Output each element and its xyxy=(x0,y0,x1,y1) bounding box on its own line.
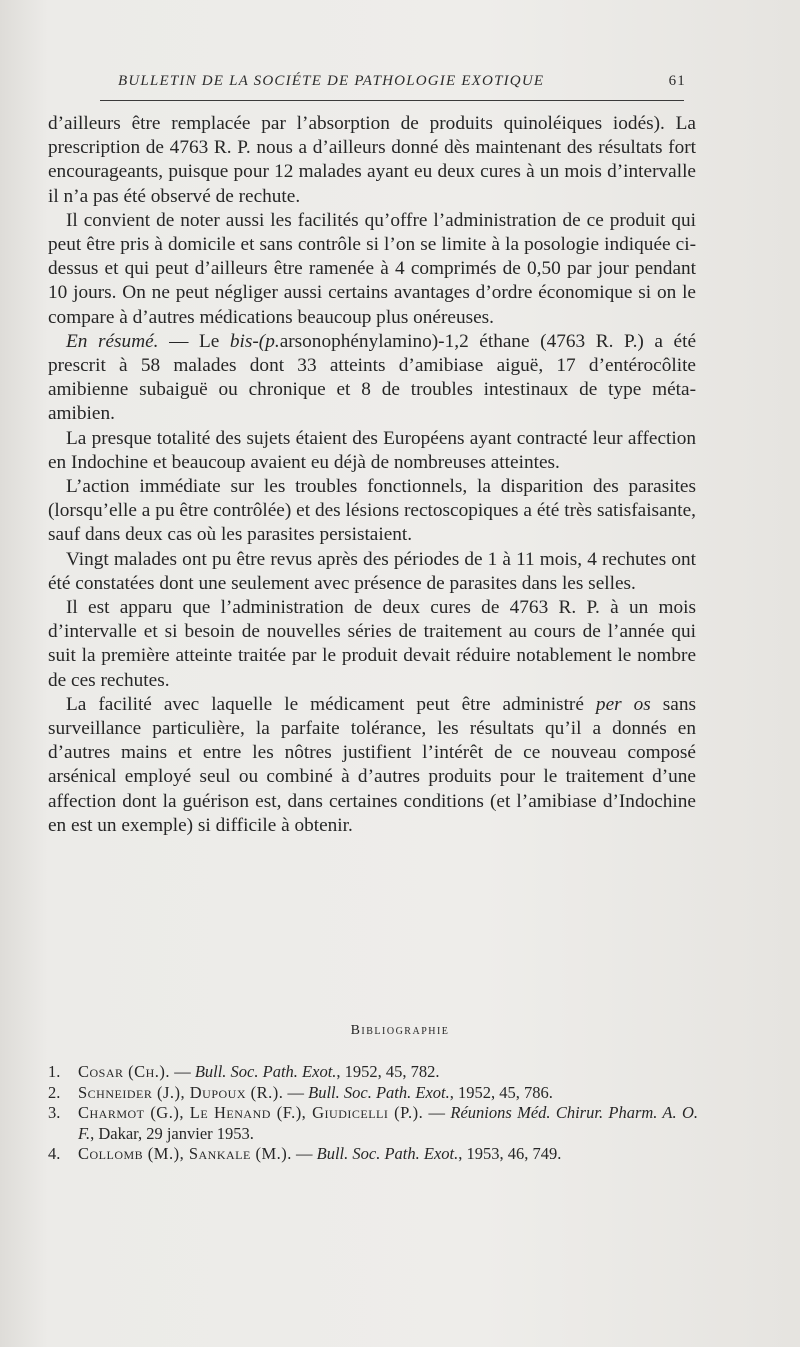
entry-authors: Charmot (G.), Le Henand (F.), Giudicelli (P.). xyxy=(78,1103,424,1122)
per-os: per os xyxy=(595,693,651,715)
entry-details: , 1952, 45, 786. xyxy=(449,1082,553,1102)
entry-details: , 1953, 46, 749. xyxy=(458,1144,562,1163)
bibliography-entry xyxy=(48,1083,698,1104)
entry-journal: Réunions Méd. Chirur. Pharm. A. O. F. xyxy=(78,1103,698,1143)
body-text xyxy=(48,112,696,838)
entry-sep: — xyxy=(170,1062,195,1081)
entry-sep: — xyxy=(423,1103,451,1122)
running-header xyxy=(118,70,686,94)
entry-journal: Bull. Soc. Path. Exot. xyxy=(316,1144,459,1163)
summary-text: arsonophénylamino)-1,2 éthane (4763 R. P.) a été prescrit à 58 malades dont 33 atteints d’amibiase aiguë, 17 d’entérocôlite amibienne subaiguë ou chronique et 8 de troubles intestinaux de type méta-amibien. xyxy=(48,330,697,425)
paragraph: Il est apparu que l’administration de deux cures de 4763 R. P. à un mois d’intervalle et si besoin de nouvelles séries de traitement au cours de l’année qui suit la première atteinte traitée par le produit devait réduire notablement le nombre de ces rechutes. xyxy=(48,597,696,691)
compound-prefix: bis-(p. xyxy=(229,330,280,352)
paragraph: La presque totalité des sujets étaient des Européens ayant contracté leur affection en Indochine et beaucoup avaient eu déjà de nombreuses atteintes. xyxy=(48,427,696,473)
entry-number: 1. xyxy=(48,1062,61,1081)
entry-number: 3. xyxy=(48,1103,61,1122)
paragraph: L’action immédiate sur les troubles fonctionnels, la disparition des parasites (lorsqu’elle a pu être contrôlée) et des lésions rectoscopiques a été très satisfaisante, sauf dans deux cas où les parasites persistaient. xyxy=(48,476,696,546)
entry-authors: Collomb (M.), Sankale (M.). xyxy=(78,1144,292,1163)
summary-lead: En résumé. xyxy=(66,330,159,352)
entry-sep: — xyxy=(283,1082,309,1102)
bibliography-list xyxy=(48,1062,698,1165)
entry-authors: Cosar (Ch.). xyxy=(78,1062,171,1081)
summary-paragraph xyxy=(48,330,696,427)
conclusion-text-a: La facilité avec laquelle le médicament peut être administré xyxy=(66,693,596,715)
paragraph: Il convient de noter aussi les facilités qu’offre l’administration de ce produit qui peut être pris à domicile et sans contrôle si l’on se limite à la posologie indiquée ci-dessus et qui peut d’ailleurs être ramenée à 4 comprimés de 0,50 par jour pendant 10 jours. On ne peut négliger aussi certains avantages d’ordre économique si on le compare à d’autres médications beaucoup plus onéreuses. xyxy=(48,209,696,328)
entry-details: , Dakar, 29 janvier 1953. xyxy=(90,1123,254,1143)
bibliography-entry xyxy=(48,1103,698,1144)
entry-details: , 1952, 45, 782. xyxy=(336,1062,440,1081)
entry-sep: — xyxy=(291,1144,317,1163)
entry-number: 2. xyxy=(48,1082,61,1102)
header-rule xyxy=(100,100,684,101)
entry-number: 4. xyxy=(48,1144,61,1163)
page-number: 61 xyxy=(668,73,686,89)
conclusion-text-b: sans surveillance particulière, la parfaite tolérance, les résultats qu’il a donnés en d’autres mains et entre les nôtres justifient l’intérêt de ce nouveau composé arsénical employé seul ou combiné à d’autres produits pour le traitement d’une affection dont la guérison est, dans certaines conditions (et l’amibiase d’Indochine en est un exemple) si difficile à obtenir. xyxy=(48,693,696,836)
paragraph: d’ailleurs être remplacée par l’absorption de produits quinoléiques iodés). La prescription de 4763 R. P. nous a d’ailleurs donné dès maintenant des résultats fort encourageants, puisque pour 12 malades ayant eu deux cures à un mois d’intervalle il n’a pas été observé de rechute. xyxy=(48,113,696,207)
bibliography-entry xyxy=(48,1062,698,1083)
entry-journal: Bull. Soc. Path. Exot. xyxy=(194,1062,337,1081)
running-title: BULLETIN DE LA SOCIÉTE DE PATHOLOGIE EXOTIQUE xyxy=(118,73,545,89)
bibliography-heading: Bibliographie xyxy=(350,1023,450,1038)
entry-journal: Bull. Soc. Path. Exot. xyxy=(308,1082,450,1102)
conclusion-paragraph xyxy=(48,693,696,838)
summary-dash: — Le xyxy=(158,330,230,352)
entry-authors: Schneider (J.), Dupoux (R.). xyxy=(78,1082,284,1102)
bibliography-entry xyxy=(48,1144,698,1165)
paragraph: Vingt malades ont pu être revus après des périodes de 1 à 11 mois, 4 rechutes ont été constatées dont une seulement avec présence de parasites dans les selles. xyxy=(48,548,696,594)
